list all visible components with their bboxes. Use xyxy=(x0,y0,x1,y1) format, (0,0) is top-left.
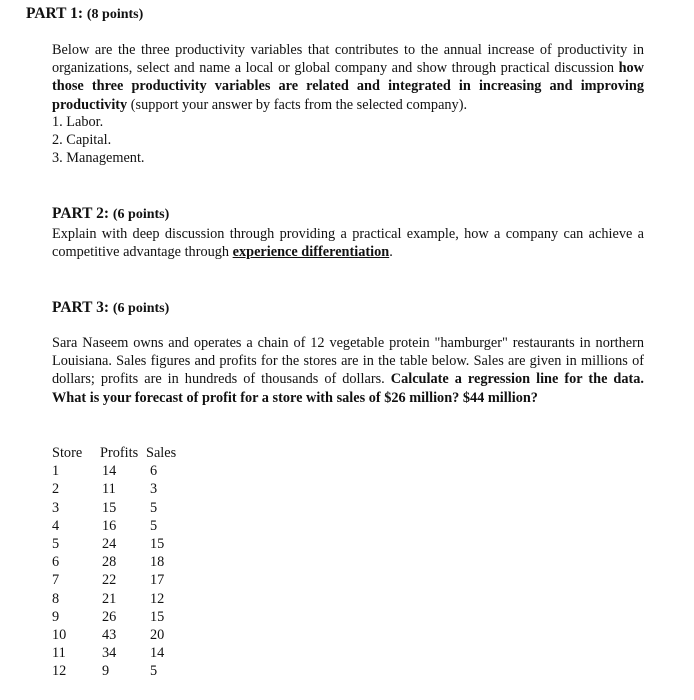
cell-store: 9 xyxy=(52,608,60,625)
table-row xyxy=(52,517,176,535)
cell-sales: 5 xyxy=(150,499,158,516)
header-store: Store xyxy=(52,445,83,461)
table-header-row xyxy=(52,444,176,462)
table-row xyxy=(52,644,176,662)
cell-store: 2 xyxy=(52,481,60,498)
cell-sales: 6 xyxy=(150,463,158,480)
part1-heading xyxy=(26,5,143,24)
cell-sales: 15 xyxy=(150,536,165,553)
table-row xyxy=(52,480,176,498)
cell-sales: 5 xyxy=(150,517,158,534)
cell-store: 6 xyxy=(52,554,60,571)
table-row xyxy=(52,535,176,553)
part1-bold: how those three productivity variables are related and integrated in increasing and improving productivity xyxy=(52,60,644,113)
part1-points: (8 points) xyxy=(86,7,144,22)
cell-sales: 18 xyxy=(150,554,165,571)
part2-intro: Explain with deep discussion through providing a practical example, how a company can achieve a competitive advantage through xyxy=(52,226,644,261)
part2-outro: . xyxy=(389,244,393,261)
cell-sales: 15 xyxy=(150,608,165,625)
part2-heading xyxy=(52,205,169,224)
part1-outro: (support your answer by facts from the selected company). xyxy=(127,96,468,113)
cell-sales: 20 xyxy=(150,627,165,644)
list-item: 3. Management. xyxy=(52,150,145,167)
cell-profits: 16 xyxy=(102,517,117,534)
part2-paragraph xyxy=(52,225,644,261)
cell-profits: 9 xyxy=(102,663,110,680)
cell-sales: 5 xyxy=(150,663,158,680)
cell-profits: 26 xyxy=(102,608,117,625)
part3-title: PART 3: xyxy=(52,299,110,316)
cell-store: 3 xyxy=(52,499,60,516)
part3-paragraph xyxy=(52,334,644,407)
cell-store: 7 xyxy=(52,572,60,589)
part3-bold: Calculate a regression line for the data. What is your forecast of profit for a store with sales of $26 million? $44 million? xyxy=(52,371,644,406)
cell-profits: 28 xyxy=(102,554,117,571)
table-row xyxy=(52,553,176,571)
part3-heading xyxy=(52,299,169,318)
cell-profits: 24 xyxy=(102,536,117,553)
table-row xyxy=(52,626,176,644)
cell-profits: 15 xyxy=(102,499,117,516)
table-row xyxy=(52,590,176,608)
table-row xyxy=(52,608,176,626)
cell-store: 12 xyxy=(52,663,67,680)
store-data-table xyxy=(52,444,176,681)
table-row xyxy=(52,462,176,480)
cell-sales: 14 xyxy=(150,645,165,662)
cell-profits: 22 xyxy=(102,572,117,589)
cell-sales: 17 xyxy=(150,572,165,589)
part1-intro: Below are the three productivity variables that contributes to the annual increase of productivity in organizations, select and name a local or global company and show through practical discussion xyxy=(52,42,644,77)
table-row xyxy=(52,662,176,680)
cell-store: 10 xyxy=(52,627,67,644)
cell-profits: 34 xyxy=(102,645,117,662)
cell-store: 1 xyxy=(52,463,60,480)
part2-title: PART 2: xyxy=(52,205,110,222)
part1-title: PART 1: xyxy=(26,5,84,22)
table-row xyxy=(52,499,176,517)
part3-text: Sara Naseem owns and operates a chain of 12 vegetable protein "hamburger" restaurants in northern Louisiana. Sales figures and profits for the stores are in the table below. Sales are given in millions of dollars; profits are in hundreds of thousands of dollars. xyxy=(52,335,644,388)
cell-profits: 21 xyxy=(102,590,117,607)
cell-store: 11 xyxy=(52,645,66,662)
table-row xyxy=(52,571,176,589)
header-profits: Profits xyxy=(100,445,139,461)
part2-emphasis: experience differentiation xyxy=(232,244,390,261)
cell-profits: 11 xyxy=(102,481,116,498)
cell-store: 5 xyxy=(52,536,60,553)
header-sales: Sales xyxy=(146,445,177,461)
part2-points: (6 points) xyxy=(112,207,170,222)
cell-sales: 12 xyxy=(150,590,165,607)
cell-sales: 3 xyxy=(150,481,158,498)
part3-points: (6 points) xyxy=(112,301,170,316)
cell-store: 8 xyxy=(52,590,60,607)
list-item: 1. Labor. xyxy=(52,114,104,130)
part1-paragraph xyxy=(52,41,644,114)
list-item: 2. Capital. xyxy=(52,132,112,149)
productivity-variables-list xyxy=(52,113,145,168)
cell-store: 4 xyxy=(52,517,60,534)
cell-profits: 14 xyxy=(102,463,117,480)
cell-profits: 43 xyxy=(102,627,117,644)
